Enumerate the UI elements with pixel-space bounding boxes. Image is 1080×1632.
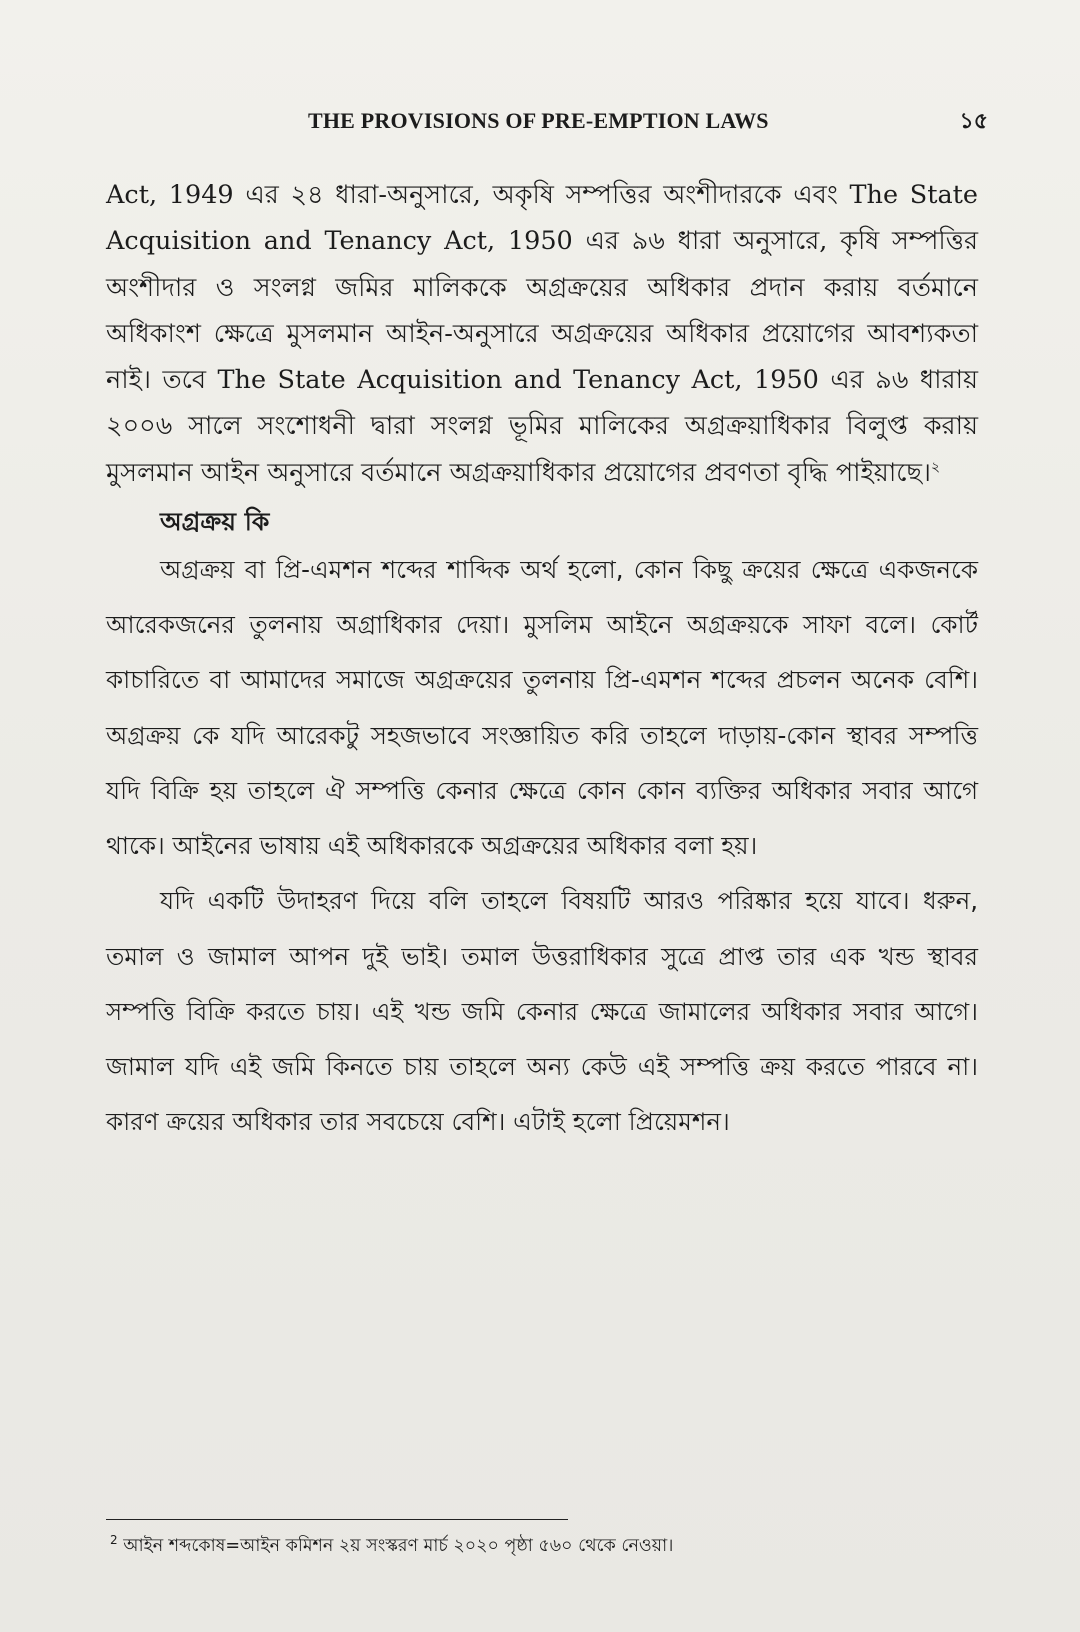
running-header (308, 104, 988, 141)
body-text (106, 172, 978, 1149)
footnote (110, 1532, 990, 1560)
body-paragraph: অগ্রক্রয় বা প্রি-এমশন শব্দের শাব্দিক অর্থ হলো, কোন কিছু ক্রয়ের ক্ষেত্রে একজনকে আরেকজনের তুলনায় অগ্রাধিকার দেয়া। মুসলিম আইনে অগ্রক্রয়কে সাফা বলে। কোর্ট কাচারিতে বা আমাদের সমাজে অগ্রক্রয়ের তুলনায় প্রি-এমশন শব্দের প্রচলন অনেক বেশি। অগ্রক্রয় কে যদি আরেকটু সহজভাবে সংজ্ঞায়িত করি তাহলে দাড়ায়-কোন স্থাবর সম্পত্তি যদি বিক্রি হয় তাহলে ঐ সম্পত্তি কেনার ক্ষেত্রে কোন কোন ব্যক্তির অধিকার সবার আগে থাকে। আইনের ভাষায় এই অধিকারকে অগ্রক্রয়ের অধিকার বলা হয়। (106, 555, 978, 861)
section-heading: অগ্রক্রয় কি (160, 507, 270, 537)
footnote-marker: 2 (110, 1533, 118, 1548)
footnote-text: আইন শব্দকোষ=আইন কমিশন ২য় সংস্করণ মার্চ ২০২০ পৃষ্ঠা ৫৬০ থেকে নেওয়া। (123, 1536, 674, 1556)
body-paragraph: যদি একটি উদাহরণ দিয়ে বলি তাহলে বিষয়টি আরও পরিষ্কার হয়ে যাবে। ধরুন, তমাল ও জামাল আপন দুই ভাই। তমাল উত্তরাধিকার সুত্রে প্রাপ্ত তার এক খন্ড স্থাবর সম্পত্তি বিক্রি করতে চায়। এই খন্ড জমি কেনার ক্ষেত্রে জামালের অধিকার সবার আগে। জামাল যদি এই জমি কিনতে চায় তাহলে অন্য কেউ এই সম্পত্তি ক্রয় করতে পারবে না। কারণ ক্রয়ের অধিকার তার সবচেয়ে বেশি। এটাই হলো প্রিয়েমশন। (106, 886, 978, 1137)
page-number: ১৫ (959, 109, 988, 134)
footnote-divider (106, 1519, 568, 1520)
footnote-reference: ২ (931, 459, 941, 476)
header-title: THE PROVISIONS OF PRE-EMPTION LAWS (308, 108, 769, 133)
continuation-paragraph (106, 172, 978, 496)
continuation-paragraph-text: Act, 1949 এর ২৪ ধারা-অনুসারে, অকৃষি সম্পত্তির অংশীদারকে এবং The State Acquisition and Tenancy Act, 1950 এর ৯৬ ধারা অনুসারে, কৃষি সম্পত্তির অংশীদার ও সংলগ্ন জমির মালিককে অগ্রক্রয়ের অধিকার প্রদান করায় বর্তমানে অধিকাংশ ক্ষেত্রে মুসলমান আইন-অনুসারে অগ্রক্রয়ের অধিকার প্রয়োগের আবশ্যকতা নাই। তবে The State Acquisition and Tenancy Act, 1950 এর ৯৬ ধারায় ২০০৬ সালে সংশোধনী দ্বারা সংলগ্ন ভূমির মালিকের অগ্রক্রয়াধিকার বিলুপ্ত করায় মুসলমান আইন অনুসারে বর্তমানে অগ্রক্রয়াধিকার প্রয়োগের প্রবণতা বৃদ্ধি পাইয়াছে। (106, 180, 978, 488)
